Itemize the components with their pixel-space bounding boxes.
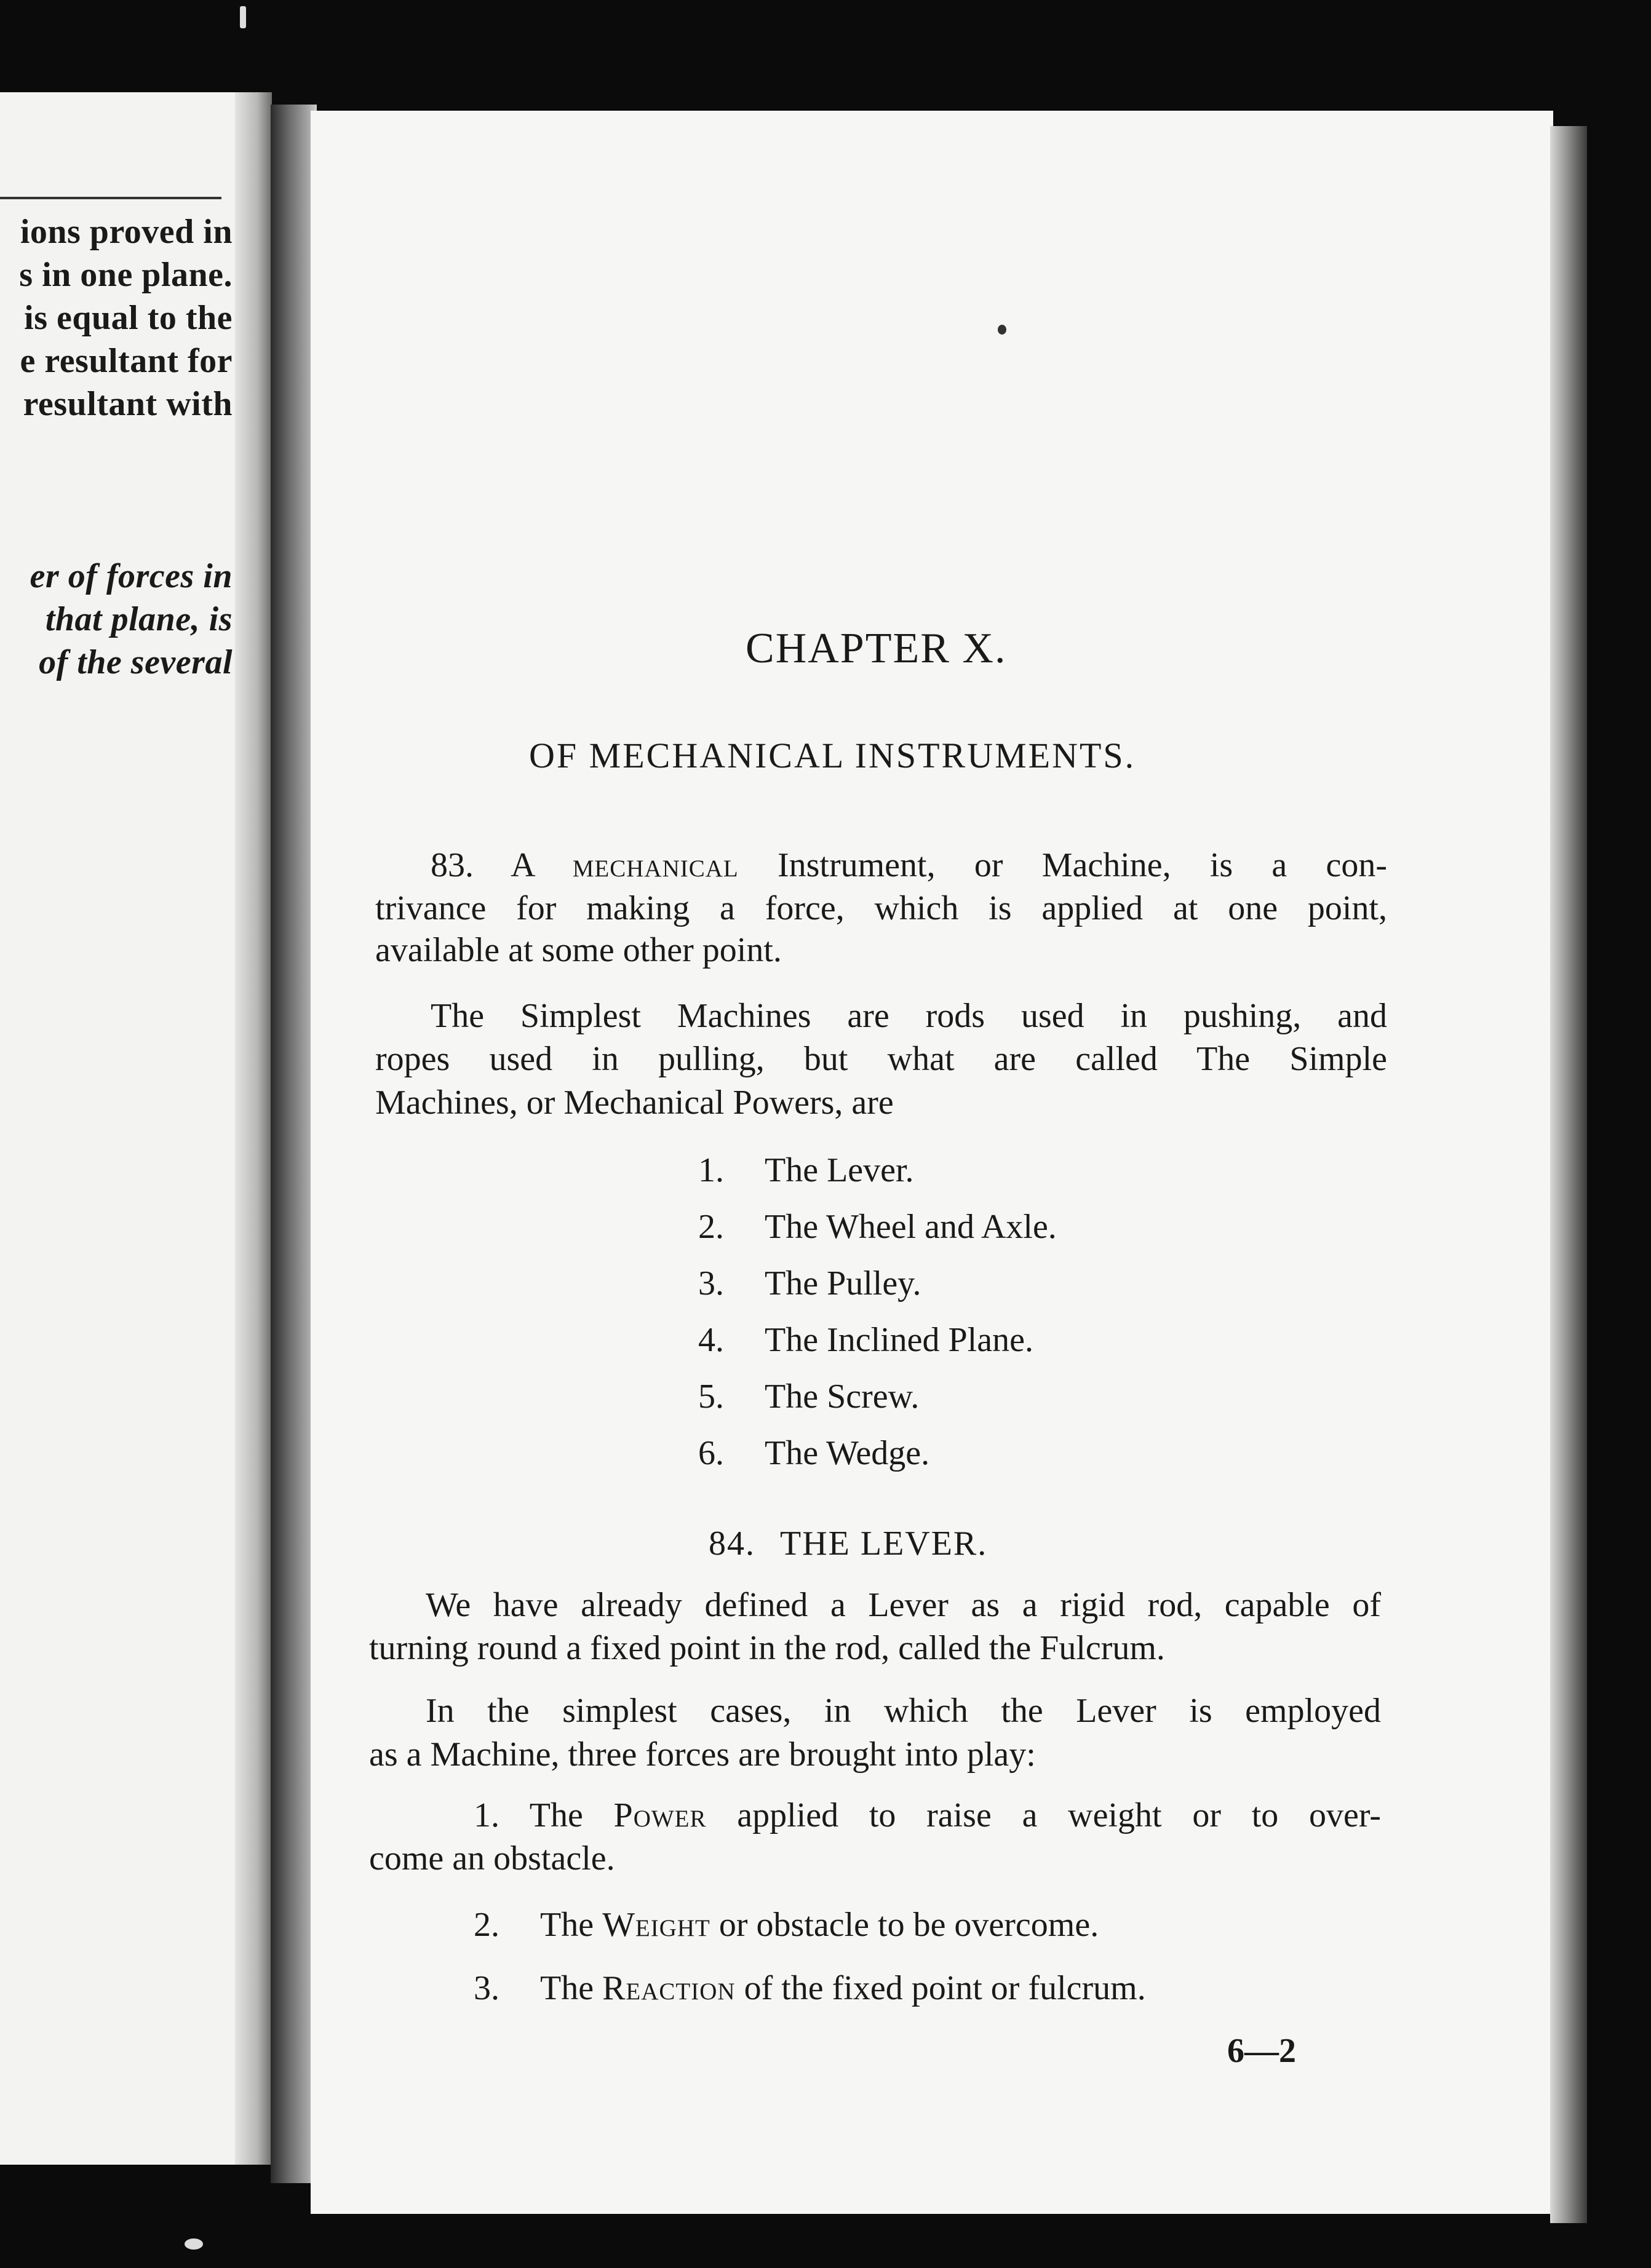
scan-mark	[185, 2238, 203, 2250]
list-item	[698, 1262, 921, 1305]
para-83-line	[375, 846, 1387, 885]
left-page-gutter	[235, 92, 272, 2165]
list-item	[698, 1375, 919, 1418]
para-cases-line: In the simplest cases, in which the Lever is employed	[426, 1692, 1381, 1730]
left-page-italic-line: er of forces in	[30, 557, 233, 595]
ink-speck	[998, 325, 1006, 335]
article: The	[540, 1969, 594, 2007]
list-number: 2.	[474, 1906, 499, 1944]
term-mechanical: mechanical	[572, 846, 739, 884]
para-83-lead: A	[511, 846, 534, 884]
para-lever-line: turning round a fixed point in the rod, called the Fulcrum.	[369, 1629, 1165, 1667]
list-number: 1.	[698, 1151, 724, 1189]
article: The	[540, 1906, 594, 1944]
book-spine-shadow	[271, 105, 317, 2183]
para-simple-line: Machines, or Mechanical Powers, are	[375, 1084, 894, 1122]
previous-page-fragment	[0, 92, 271, 2165]
term-reaction: Reaction	[602, 1969, 736, 2007]
scan-mark	[240, 6, 246, 28]
list-item	[698, 1149, 914, 1192]
left-page-line: resultant with	[23, 385, 233, 423]
list-number: 1.	[474, 1796, 499, 1834]
forces-item-2	[474, 1903, 1099, 1946]
forces-item-1-continuation: come an obstacle.	[369, 1839, 615, 1877]
list-item	[698, 1432, 929, 1475]
forces-item-text: or obstacle to be overcome.	[718, 1906, 1099, 1944]
forces-item-3	[474, 1967, 1146, 2010]
forces-item-1	[369, 1796, 1381, 1835]
term-weight: Weight	[602, 1906, 710, 1944]
chapter-title: CHAPTER X.	[746, 625, 1007, 672]
term-power: Power	[613, 1796, 707, 1834]
list-label: The Wedge.	[765, 1434, 930, 1472]
forces-item-text: of the fixed point or fulcrum.	[744, 1969, 1146, 2007]
list-label: The Screw.	[765, 1378, 920, 1416]
current-page	[311, 111, 1553, 2214]
para-83-rest: Instrument, or Machine, is a con-	[777, 846, 1387, 884]
list-number: 2.	[698, 1208, 724, 1246]
left-page-line: s in one plane.	[19, 256, 233, 294]
list-label: The Pulley.	[765, 1264, 921, 1303]
list-number: 6.	[698, 1434, 724, 1472]
list-label: The Wheel and Axle.	[765, 1208, 1057, 1246]
list-number: 3.	[474, 1969, 499, 2007]
left-page-line: is equal to the	[24, 299, 233, 337]
section-number: 84.	[709, 1525, 755, 1563]
list-item	[698, 1318, 1033, 1362]
left-page-italic-line: of the several	[39, 643, 233, 681]
left-page-rule	[0, 197, 221, 199]
forces-item-text: applied to raise a weight or to over-	[737, 1796, 1382, 1834]
chapter-subtitle: OF MECHANICAL INSTRUMENTS.	[529, 736, 1136, 775]
section-84-heading	[709, 1522, 987, 1565]
section-title: THE LEVER.	[780, 1525, 988, 1563]
list-item	[698, 1205, 1057, 1248]
page-edge-shadow	[1550, 126, 1587, 2223]
para-83-line: trivance for making a force, which is applied at one point,	[375, 889, 1387, 927]
list-number: 3.	[698, 1264, 724, 1303]
left-page-line: e resultant for	[20, 342, 233, 380]
signature-mark: 6—2	[1227, 2032, 1296, 2070]
article: The	[529, 1796, 583, 1834]
list-label: The Lever.	[765, 1151, 914, 1189]
list-number: 4.	[698, 1321, 724, 1359]
section-number: 83.	[431, 846, 474, 884]
list-number: 5.	[698, 1378, 724, 1416]
para-83-line: available at some other point.	[375, 931, 782, 969]
para-cases-line: as a Machine, three forces are brought into play:	[369, 1735, 1036, 1774]
para-lever-line: We have already defined a Lever as a rigid rod, capable of	[426, 1586, 1381, 1624]
left-page-line: ions proved in	[20, 213, 233, 251]
para-simple-line: The Simplest Machines are rods used in pushing, and	[431, 997, 1387, 1035]
left-page-italic-line: that plane, is	[45, 600, 233, 638]
list-label: The Inclined Plane.	[765, 1321, 1033, 1359]
para-simple-line: ropes used in pulling, but what are called The Simple	[375, 1040, 1387, 1078]
